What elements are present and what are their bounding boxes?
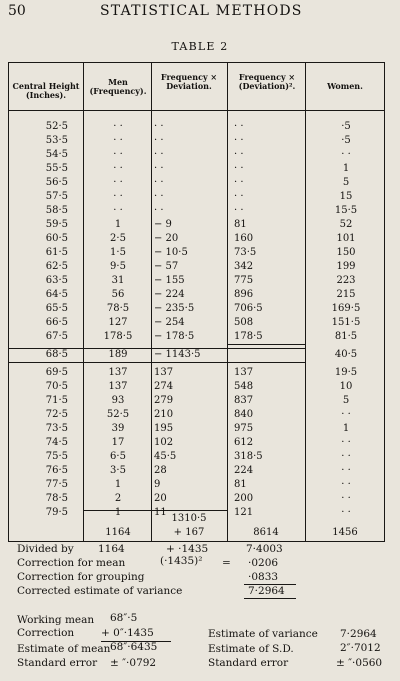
table-cell: 77·5	[45, 479, 68, 490]
table-cell: 52·5	[45, 121, 68, 132]
header-men-frequency: Men (Frequency).	[89, 77, 147, 96]
table-cell: 81	[234, 219, 247, 230]
table-cell: − 20	[154, 233, 179, 244]
quotient-squared: 7·4003	[246, 543, 283, 555]
table-cell: 195	[154, 423, 174, 434]
correction-mean-expr: (·1435)²	[160, 555, 203, 567]
table-cell: 66·5	[45, 317, 68, 328]
table-cell: · ·	[341, 149, 351, 160]
table-cell: 62·5	[45, 261, 68, 272]
table-cell: 6·5	[110, 451, 126, 462]
divided-by-label: Divided by	[17, 543, 74, 555]
table-cell: 1	[342, 423, 350, 434]
table-cell: 840	[234, 409, 254, 420]
table-cell: 28	[154, 465, 167, 476]
table-cell: 160	[234, 233, 254, 244]
estimate-variance-value: 7·2964	[340, 628, 377, 640]
table-cell: · ·	[341, 465, 351, 476]
table-cell: 150	[336, 247, 356, 258]
table-cell: 199	[336, 261, 356, 272]
table-cell: 15	[339, 191, 353, 202]
table-cell: · ·	[341, 451, 351, 462]
table-cell: 17	[111, 437, 125, 448]
table-cell: 5	[342, 395, 350, 406]
table-cell: ·5	[341, 121, 351, 132]
table-cell: · ·	[113, 135, 123, 146]
standard-error-2-value: ± ″·0560	[336, 657, 383, 669]
table-cell: 52·5	[106, 409, 130, 420]
estimate-mean-value: 68″·6435	[110, 641, 158, 653]
table-cell: 2	[114, 493, 122, 504]
table-cell: 45·5	[154, 451, 177, 462]
working-mean-label: Working mean	[17, 614, 95, 626]
table-cell: 58·5	[45, 205, 68, 216]
table-cell: · ·	[234, 149, 244, 160]
estimate-variance-label: Estimate of variance	[208, 628, 318, 640]
table-cell: · ·	[234, 205, 244, 216]
table-cell: · ·	[154, 121, 164, 132]
table-cell: 121	[234, 507, 254, 518]
table-cell: · ·	[234, 177, 244, 188]
table-cell	[234, 348, 290, 362]
table-title: TABLE 2	[171, 40, 229, 53]
table-cell: 78·5	[106, 303, 130, 314]
divided-by-value: 1164	[98, 543, 125, 555]
table-cell: 896	[234, 289, 254, 300]
table-cell: 137	[154, 367, 174, 378]
table-cell: · ·	[113, 149, 123, 160]
table-cell: 59·5	[45, 219, 68, 230]
header-women: Women.	[327, 81, 363, 91]
table-cell: 1	[114, 479, 122, 490]
table-cell: − 224	[154, 289, 185, 300]
table-cell: · ·	[154, 149, 164, 160]
table-cell: · ·	[234, 121, 244, 132]
table-cell: 1	[114, 219, 122, 230]
table-cell: 67·5	[45, 331, 68, 342]
table-cell: · ·	[234, 163, 244, 174]
table-cell: 54·5	[45, 149, 68, 160]
table-cell: 63·5	[45, 275, 68, 286]
table-cell: 64·5	[45, 289, 68, 300]
table-cell: 178·5	[234, 331, 263, 342]
table-cell: 3·5	[110, 465, 126, 476]
table-cell: · ·	[234, 135, 244, 146]
table-cell: 68·5	[45, 349, 68, 360]
table-cell: · ·	[341, 437, 351, 448]
table-cell: 81	[234, 479, 247, 490]
table-cell: 15·5	[334, 205, 358, 216]
table-cell: · ·	[341, 479, 351, 490]
table-cell: 102	[154, 437, 174, 448]
header-frequency-deviation: Frequency × Deviation.	[160, 72, 218, 91]
table-cell: 69·5	[45, 367, 68, 378]
table-cell: 101	[336, 233, 356, 244]
table-cell: · ·	[154, 135, 164, 146]
table-cell: − 235·5	[154, 303, 195, 314]
table-cell: 55·5	[45, 163, 68, 174]
table-cell: 93	[111, 395, 125, 406]
correction-grouping-label: Correction for grouping	[17, 571, 145, 583]
table-cell: − 178·5	[154, 331, 195, 342]
table-cell: 73·5	[45, 423, 68, 434]
table-cell: 31	[111, 275, 125, 286]
table-cell: · ·	[341, 493, 351, 504]
table-cell: − 10·5	[154, 247, 188, 258]
correction-label: Correction	[17, 627, 75, 639]
table-cell: 137	[108, 381, 128, 392]
total-deviation-squared: 8614	[253, 527, 279, 538]
table-cell: 75·5	[45, 451, 68, 462]
table-cell: 56·5	[45, 177, 68, 188]
table-cell: 56	[111, 289, 125, 300]
data-table	[8, 62, 385, 542]
table-cell: 19·5	[334, 367, 358, 378]
correction-grouping-value: ·0833	[248, 571, 279, 583]
table-cell: · ·	[154, 177, 164, 188]
table-cell: · ·	[113, 205, 123, 216]
table-cell: 975	[234, 423, 254, 434]
table-cell: 342	[234, 261, 254, 272]
standard-error-label: Standard error	[17, 657, 98, 669]
table-cell: − 1143·5	[154, 349, 201, 360]
table-cell: 2·5	[110, 233, 126, 244]
table-cell: 65·5	[45, 303, 68, 314]
table-cell: 5	[342, 177, 350, 188]
table-cell: 215	[336, 289, 356, 300]
table-cell: 127	[108, 317, 128, 328]
table-cell: 1·5	[110, 247, 126, 258]
correction-mean-label: Correction for mean	[17, 557, 126, 569]
table-cell: 9	[154, 479, 161, 490]
table-cell: 151·5	[331, 317, 361, 328]
working-mean-value: 68″·5	[110, 612, 138, 624]
table-cell: 61·5	[45, 247, 68, 258]
table-cell: 508	[234, 317, 254, 328]
table-cell: 837	[234, 395, 254, 406]
corrected-variance-label: Corrected estimate of variance	[17, 585, 183, 597]
table-cell: 76·5	[45, 465, 68, 476]
table-cell: 79·5	[45, 507, 68, 518]
total-men: 1164	[105, 527, 131, 538]
table-cell: − 9	[154, 219, 172, 230]
table-cell: 40·5	[334, 349, 358, 360]
table-cell: 137	[108, 367, 128, 378]
table-cell: 1	[114, 507, 122, 518]
table-cell: 279	[154, 395, 174, 406]
total-positive-deviation: 1310·5	[171, 513, 207, 524]
table-cell: − 155	[154, 275, 185, 286]
table-cell: · ·	[113, 121, 123, 132]
table-cell: 71·5	[45, 395, 68, 406]
table-cell: 53·5	[45, 135, 68, 146]
header-central-height: Central Height (Inches).	[12, 81, 80, 100]
table-cell: · ·	[341, 409, 351, 420]
table-cell: 10	[339, 381, 353, 392]
table-cell: 223	[336, 275, 356, 286]
correction-value: + 0″·1435	[101, 627, 154, 639]
table-cell: · ·	[154, 191, 164, 202]
table-cell: · ·	[113, 177, 123, 188]
table-cell: 52	[339, 219, 353, 230]
table-cell: 72·5	[45, 409, 68, 420]
table-cell: 274	[154, 381, 174, 392]
estimate-sd-value: 2″·7012	[340, 642, 381, 654]
table-cell: 81·5	[334, 331, 358, 342]
header-frequency-deviation-squared: Frequency × (Deviation)².	[238, 72, 296, 91]
table-cell: 78·5	[45, 493, 68, 504]
table-cell: 169·5	[331, 303, 361, 314]
table-cell: 57·5	[45, 191, 68, 202]
table-cell: · ·	[154, 163, 164, 174]
table-cell: · ·	[341, 507, 351, 518]
table-cell: 775	[234, 275, 254, 286]
table-cell: · ·	[154, 205, 164, 216]
equals-sign: =	[222, 557, 231, 569]
page-number: 50	[8, 3, 26, 19]
table-cell: 318·5	[234, 451, 263, 462]
table-cell: 74·5	[45, 437, 68, 448]
standard-error-value: ± ″·0792	[110, 657, 157, 669]
table-cell: 1	[342, 163, 350, 174]
total-deviation: + 167	[173, 527, 205, 538]
table-cell: ·5	[341, 135, 351, 146]
table-cell: 612	[234, 437, 254, 448]
table-cell: 189	[108, 349, 128, 360]
table-cell: · ·	[234, 191, 244, 202]
table-cell: 20	[154, 493, 167, 504]
table-cell: 178·5	[103, 331, 133, 342]
table-cell: 70·5	[45, 381, 68, 392]
table-cell: − 254	[154, 317, 185, 328]
quotient: + ·1435	[166, 543, 209, 555]
estimate-mean-label: Estimate of mean	[17, 643, 111, 655]
total-women: 1456	[332, 527, 358, 538]
table-cell: 137	[234, 367, 254, 378]
table-cell: 210	[154, 409, 174, 420]
table-cell: 200	[234, 493, 254, 504]
standard-error-2-label: Standard error	[208, 657, 289, 669]
table-cell: 39	[111, 423, 125, 434]
table-cell: · ·	[113, 163, 123, 174]
table-cell: 9·5	[110, 261, 126, 272]
table-cell: 60·5	[45, 233, 68, 244]
running-head: STATISTICAL METHODS	[100, 3, 303, 19]
table-cell: 73·5	[234, 247, 257, 258]
corrected-variance-value: 7·2964	[248, 585, 285, 597]
table-cell: 548	[234, 381, 254, 392]
table-cell: 706·5	[234, 303, 263, 314]
table-cell: · ·	[113, 191, 123, 202]
correction-mean-value: ·0206	[248, 557, 279, 569]
table-cell: 224	[234, 465, 254, 476]
estimate-sd-label: Estimate of S.D.	[208, 643, 294, 655]
table-cell: − 57	[154, 261, 179, 272]
table-cell: 11	[154, 507, 167, 518]
